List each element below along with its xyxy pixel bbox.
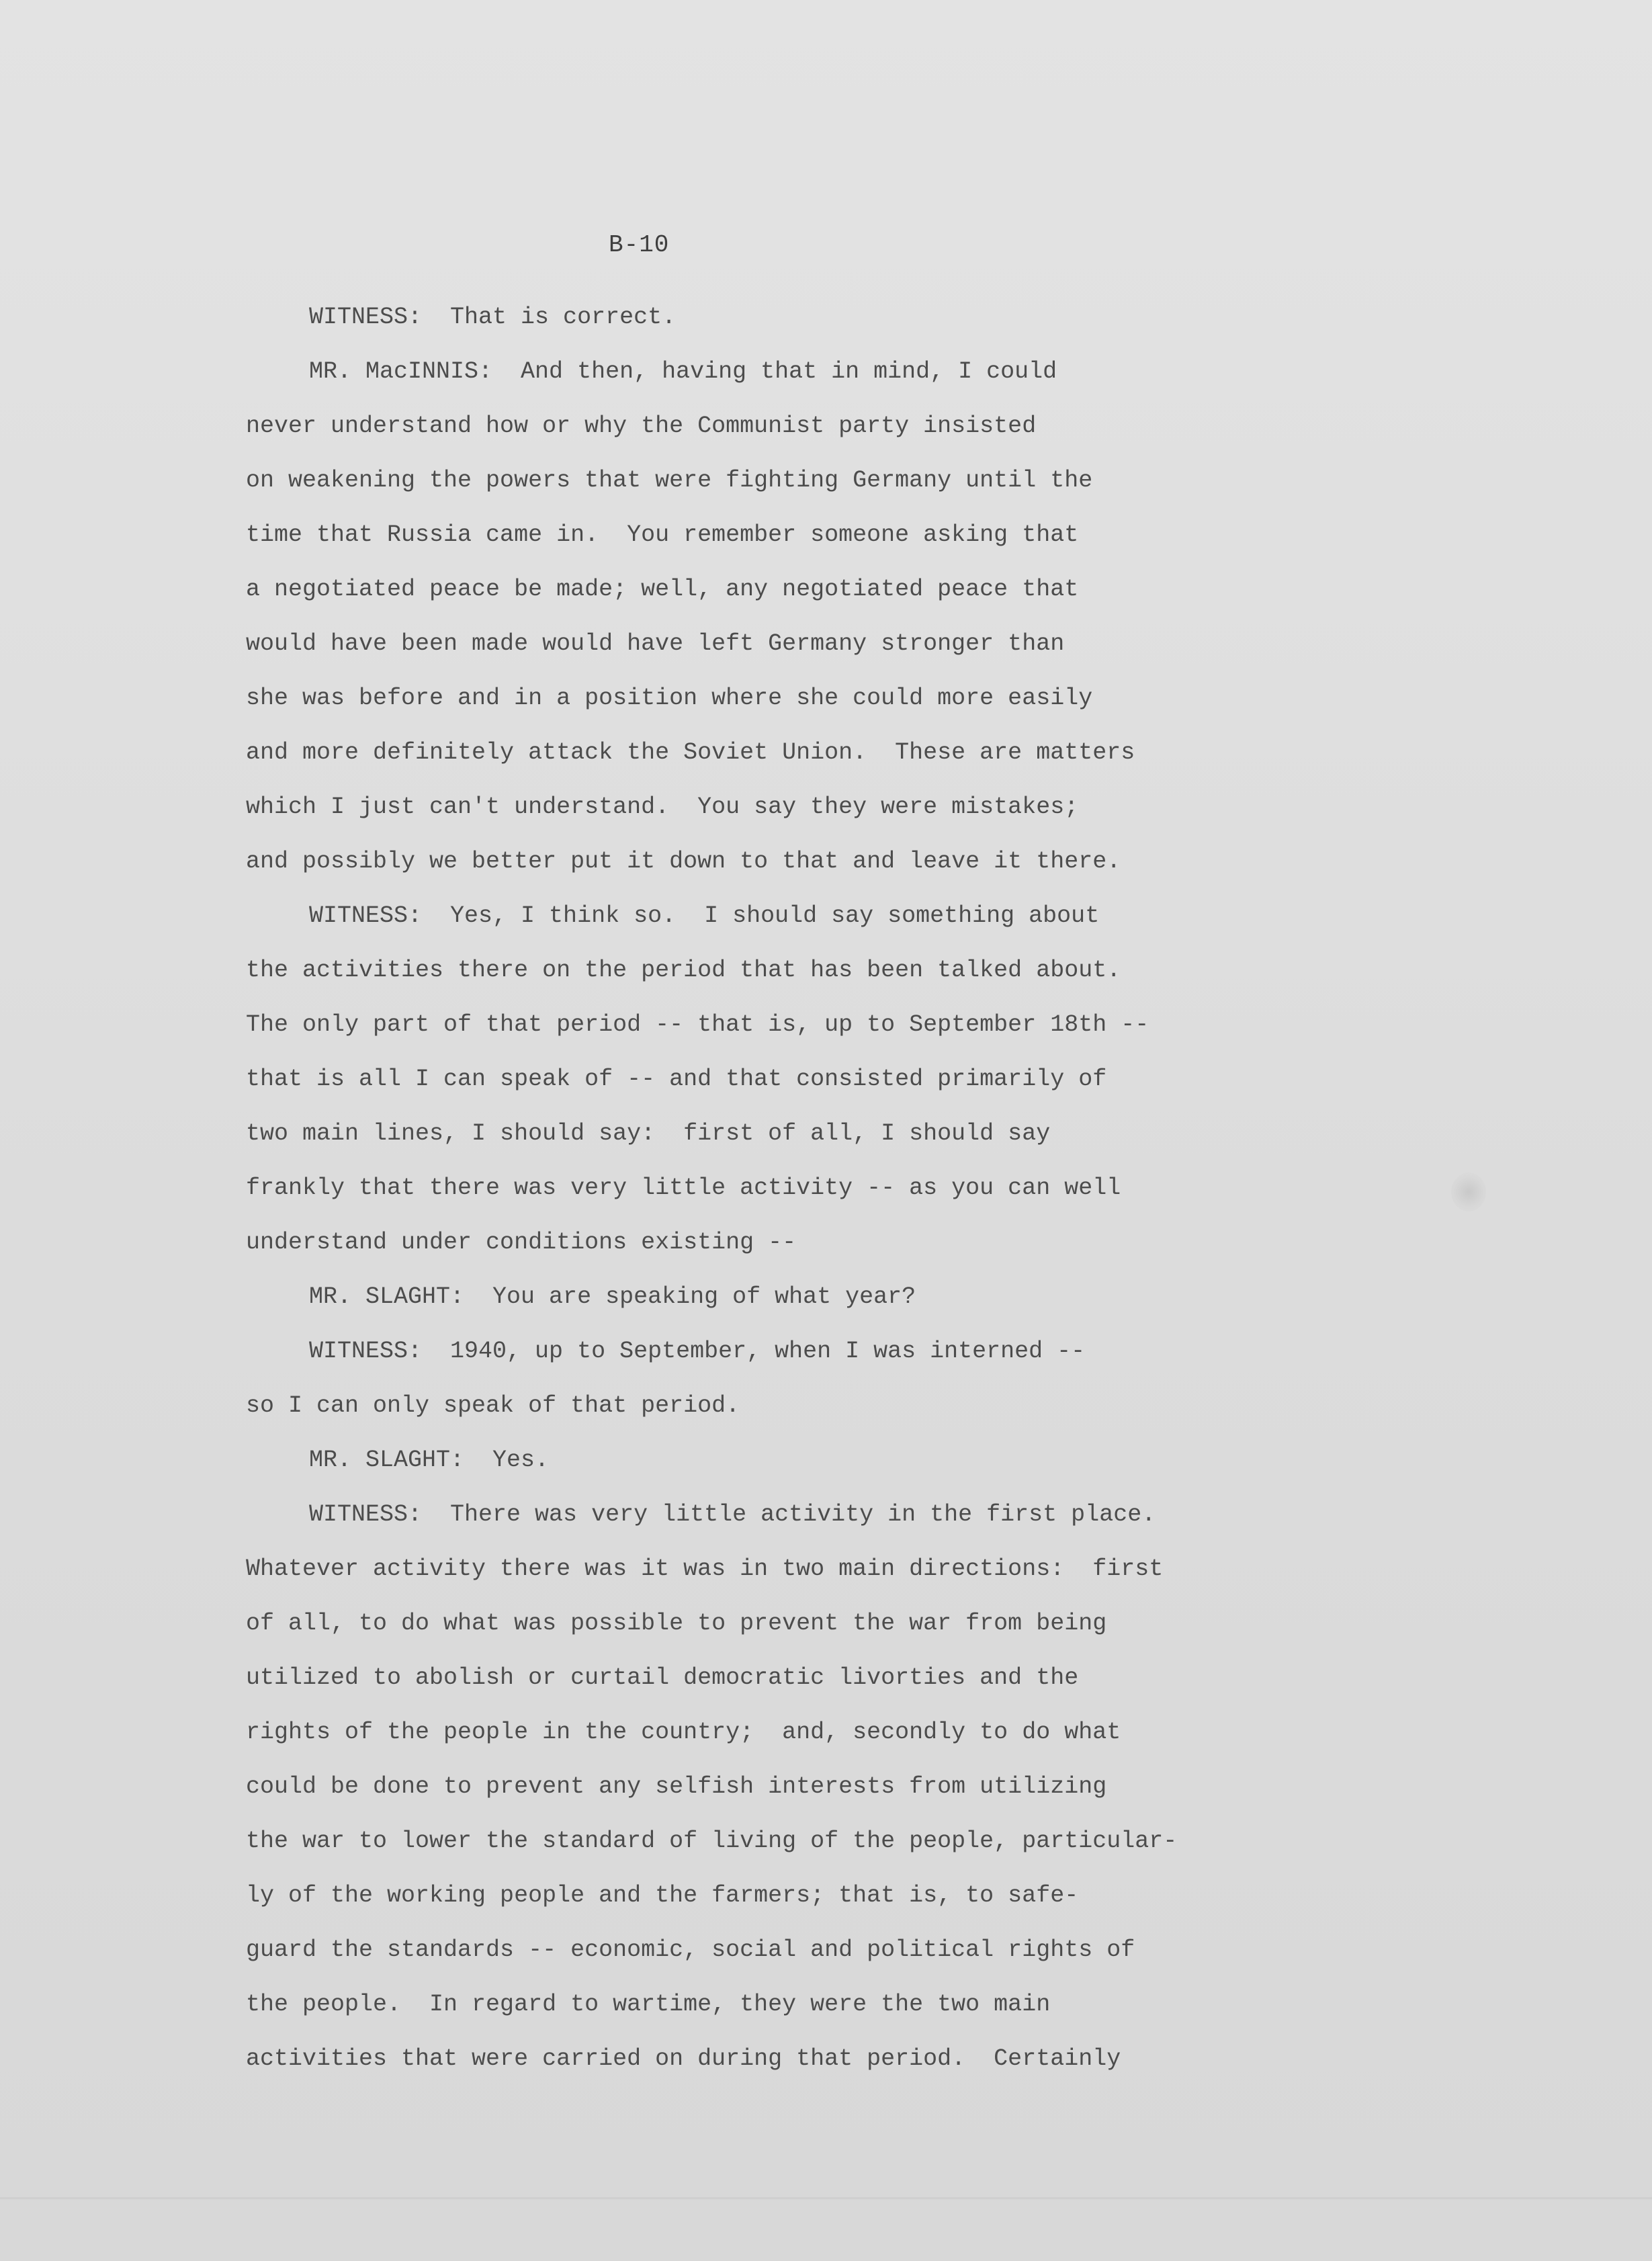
transcript-line: guard the standards -- economic, social and political rights of bbox=[246, 1936, 1135, 1963]
transcript-line: activities that were carried on during that period. Certainly bbox=[246, 2045, 1121, 2072]
transcript-line: the activities there on the period that has been talked about. bbox=[246, 957, 1121, 984]
transcript-body bbox=[246, 290, 1294, 2086]
page-number: B-10 bbox=[609, 231, 670, 259]
transcript-line: rights of the people in the country; and, secondly to do what bbox=[246, 1719, 1121, 1746]
transcript-line: two main lines, I should say: first of all, I should say bbox=[246, 1120, 1051, 1147]
transcript-line: she was before and in a position where she could more easily bbox=[246, 685, 1093, 712]
transcript-line: MR. MacINNIS: And then, having that in mind, I could bbox=[309, 358, 1057, 385]
transcript-line: never understand how or why the Communist party insisted bbox=[246, 413, 1037, 439]
transcript-line: time that Russia came in. You remember someone asking that bbox=[246, 521, 1079, 548]
transcript-line: WITNESS: Yes, I think so. I should say something about bbox=[309, 902, 1100, 929]
transcript-line: which I just can't understand. You say they were mistakes; bbox=[246, 794, 1079, 820]
transcript-line: a negotiated peace be made; well, any negotiated peace that bbox=[246, 576, 1079, 603]
transcript-line: the people. In regard to wartime, they were the two main bbox=[246, 1991, 1051, 2018]
transcript-line: could be done to prevent any selfish interests from utilizing bbox=[246, 1773, 1107, 1800]
transcript-line: Whatever activity there was it was in two main directions: first bbox=[246, 1555, 1164, 1582]
transcript-line: WITNESS: 1940, up to September, when I was interned -- bbox=[309, 1338, 1086, 1365]
transcript-line: ly of the working people and the farmers; that is, to safe- bbox=[246, 1882, 1079, 1909]
page-edge-line bbox=[0, 2197, 1652, 2199]
transcript-line: so I can only speak of that period. bbox=[246, 1392, 740, 1419]
transcript-line: WITNESS: There was very little activity in the first place. bbox=[309, 1501, 1156, 1528]
transcript-line: MR. SLAGHT: Yes. bbox=[309, 1447, 550, 1474]
transcript-line: of all, to do what was possible to prevent the war from being bbox=[246, 1610, 1107, 1637]
transcript-line: WITNESS: That is correct. bbox=[309, 304, 677, 331]
transcript-line: utilized to abolish or curtail democratic livorties and the bbox=[246, 1664, 1079, 1691]
transcript-line: on weakening the powers that were fighting Germany until the bbox=[246, 467, 1093, 494]
transcript-line: and possibly we better put it down to that and leave it there. bbox=[246, 848, 1121, 875]
transcript-line: frankly that there was very little activity -- as you can well bbox=[246, 1175, 1121, 1201]
transcript-line: MR. SLAGHT: You are speaking of what year? bbox=[309, 1283, 916, 1310]
transcript-line: the war to lower the standard of living of the people, particular- bbox=[246, 1828, 1178, 1854]
transcript-line: that is all I can speak of -- and that consisted primarily of bbox=[246, 1066, 1107, 1093]
transcript-line: understand under conditions existing -- bbox=[246, 1229, 797, 1256]
transcript-line: would have been made would have left Germany stronger than bbox=[246, 630, 1065, 657]
ink-smudge bbox=[1451, 1172, 1486, 1211]
transcript-line: and more definitely attack the Soviet Union. These are matters bbox=[246, 739, 1135, 766]
transcript-line: The only part of that period -- that is, up to September 18th -- bbox=[246, 1011, 1149, 1038]
